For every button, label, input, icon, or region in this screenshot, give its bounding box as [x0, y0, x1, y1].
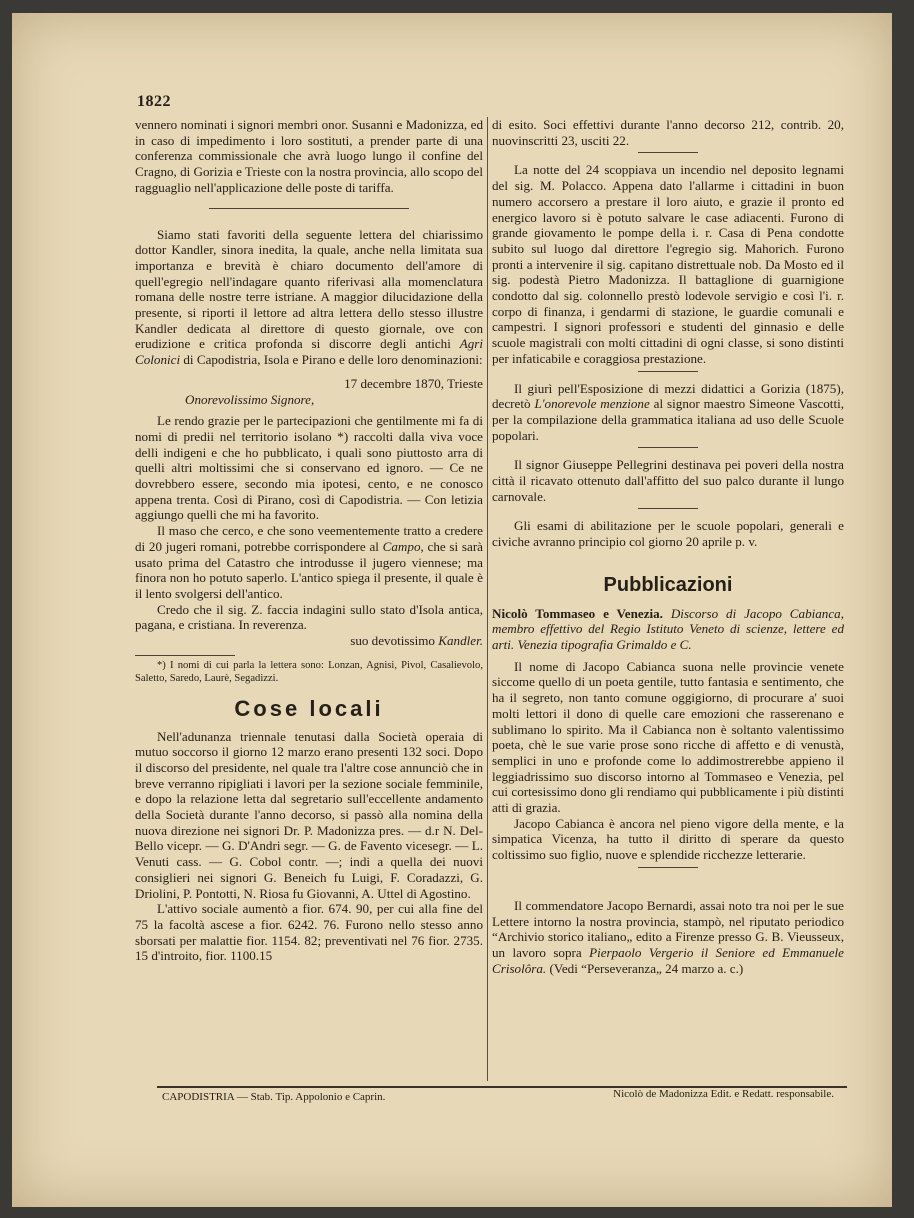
letter-paragraph-3: Credo che il sig. Z. faccia indagini sullo stato d'Isola antica, pagana, e cristiana. In reverenza. [135, 601, 483, 633]
paragraph-kandler-intro: Siamo stati favoriti della seguente lettera del chiarissimo dottor Kandler, sinora inedita, la quale, anche nella limitata sua importanza e brevità è chiaro documento dell'amore di quell'egregio nell'indagare quanto riferivasi alla momenclatura romana delle nostre terre istriane. A maggior dilucidazione della presente, si riporti il lettore ad altra lettera dello stesso illustre Kandler dedicata al direttore di questo giornale, ove con erudizione e critica profonda si discorre degli antichi Agri Colonici di Capodistria, Isola e Pirano e delle loro denominazioni: [135, 226, 483, 368]
letter-paragraph-2: Il maso che cerco, e che sono veementemente tratto a credere di 20 jugeri romani, potrebbe corrispondere al Campo, che si sarà usato prima del Catastro che introdusse il jugero viennese; ma finora non ho potuto saperlo. L'antico spiega il presente, il quale è il lento svolgersi dell'antico. [135, 523, 483, 601]
letter-dateline: 17 decembre 1870, Trieste [344, 375, 483, 391]
paragraph-giuri: Il giurì pell'Esposizione di mezzi didattici a Gorizia (1875), decretò L'onorevole menzione al signor maestro Simeone Vascotti, per la compilazione della grammatica italiana ad uso delle Scuole popolari. [492, 380, 844, 443]
paragraph-cabianca-1: Il nome di Jacopo Cabianca suona nelle provincie venete siccome quello di un poeta gentile, tutto fantasia e sentimento, che ha il segreto, non tanto comune oggigiorno, di procurare a' suoi molti lettori il dono di quelle care emozioni che rasserenano e sublimano lo spirito. Ma il Cabianca non è soltanto valentissimo poeta, chè le sue varie prose sono ricche di affetto e di venustà, semplici in uno e profonde come lo addimostrerebbe appieno il leggiadrissimo suo discorso intorno al Tommaseo e Venezia, pel cui cortesissimo dono gli rendiamo qui pubblicamente i più distinti atti di grazia. [492, 658, 844, 816]
page-number: 1822 [137, 93, 171, 110]
paragraph-attivo: L'attivo sociale aumentò a fior. 674. 90, per cui alla fine del 75 la facoltà ascese a fior. 6242. 76. Furono nello stesso anno sborsati per malattie fior. 1154. 82; preventivati nel 76 fior. 2735. 15 d'introito, fior. 1100.15 [135, 901, 483, 964]
right-column [492, 117, 844, 976]
divider [209, 208, 409, 209]
divider [638, 508, 698, 509]
column-divider [487, 117, 488, 1081]
divider [638, 447, 698, 448]
paragraph-incendio: La notte del 24 scoppiava un incendio nel deposito legnami del sig. M. Polacco. Appena dato l'allarme i cittadini in buon numero accorsero a prestare il loro aiuto, e grazie il pronto ed energico lavoro si è potuto salvare le case adiacenti. Furono di grande giovamento le pompe della i. r. Casa di Pena condotte subito sul luogo dal direttore l'egregio sig. Mahorich. Furono pronti a intervenire il sig. capitano distrettuale nob. Da Mosto ed il sig. podestà Pietro Madonizza. Il battaglione di guarnigione condotto dal sig. colonnello prestò lodevole servigio e così l'i. r. corpo di finanza, i gendarmi di stazione, le guardie comunali e campestri. I signori professori e studenti del ginnasio e delle scuole magistrali con molti cittadini di ogni classe, si sono distinti per infaticabile e coraggiosa prestazione. [492, 162, 844, 366]
footnote-rule [135, 655, 235, 656]
section-heading-pubblicazioni: Pubblicazioni [603, 573, 733, 596]
newspaper-page [12, 13, 892, 1207]
left-column [135, 117, 483, 964]
divider [638, 867, 698, 868]
footnote: *) I nomi di cui parla la lettera sono: Lonzan, Agnisi, Pivol, Casalievolo, Saletto, Saredo, Laurè, Segadizzi. [135, 659, 483, 684]
paragraph-adunanza: Nell'adunanza triennale tenutasi dalla Società operaia di mutuo soccorso il giorno 12 marzo erano presenti 132 soci. Dopo il discorso del presidente, nel quale tra l'altre cose annunciò che in breve verranno ripigliati i lavori per la sezione sociale femminile, e dopo la relazione letta dal segretario sull'eccellente andamento della Società durante l'anno decorso, si passò alla nomina della nuova direzione nei signori Dr. P. Madonizza pres. — d.r N. Del-Bello vicepr. — G. D'Andri segr. — G. de Favento vicesegr. — L. Venuti cass. — G. Cobol contr. —; indi a quella dei nuovi consiglieri nei signori G. Beneich fu Luigi, F. Coradazzi, G. Driolini, P. Pontotti, N. Riosa fu Giovanni, A. Uttel di Agostino. [135, 728, 483, 901]
paragraph-esami: Gli esami di abilitazione per le scuole popolari, generali e civiche avranno principio col giorno 20 aprile p. v. [492, 518, 844, 550]
footer-editor: Nicolò de Madonizza Edit. e Redatt. responsabile. [613, 1088, 834, 1100]
divider [638, 371, 698, 372]
paragraph-continuation: di esito. Soci effettivi durante l'anno decorso 212, contrib. 20, nuovinscritti 23, usciti 22. [492, 117, 844, 148]
letter-salutation: Onorevolissimo Signore, [185, 391, 315, 407]
paragraph-intro: vennero nominati i signori membri onor. Susanni e Madonizza, ed in caso di impedimento i loro sostituti, a prender parte di una conferenza commissionale che avrà luogo lungo il confine del Cragno, di Gorizia e Trieste con la nostra provincia, allo scopo del ragguaglio nell'applicazione delle poste di tariffa. [135, 117, 483, 195]
paragraph-pellegrini: Il signor Giuseppe Pellegrini destinava pei poveri della nostra città il ricavato ottenuto dall'affitto del suo palco durante il lungo carnovale. [492, 457, 844, 504]
letter-paragraph-1: Le rendo grazie per le partecipazioni che gentilmente mi fa di nomi di predii nel territorio isolano *) raccolti dalla viva voce delli indigeni e che ho pubblicato, i quali sono piuttosto arra di quelli altri moltissimi che si conservano ed ignoro. — Ce ne dovrebbero essere, secondo mia ipotesi, cento, e ne conosco appena trenta. Così di Pirano, così di Capodistria. — Con letizia aggiungo quelli che mi ha favorito. [135, 413, 483, 523]
publication-title: Nicolò Tommaseo e Venezia. Discorso di Jacopo Cabianca, membro effettivo del Regio Istituto Veneto di scienze, lettere ed arti. Venezia tipografia Grimaldo e C. [492, 605, 844, 652]
section-heading-cose-locali: Cose locali [234, 695, 384, 721]
divider [638, 152, 698, 153]
footer-printer: CAPODISTRIA — Stab. Tip. Appolonio e Caprin. [162, 1091, 386, 1103]
paragraph-cabianca-2: Jacopo Cabianca è ancora nel pieno vigore della mente, e la simpatica Vicenza, ha tutto il diritto di sperare da questo coltissimo suo figlio, nuove e splendide ricchezze letterarie. [492, 815, 844, 863]
paragraph-bernardi: Il commendatore Jacopo Bernardi, assai noto tra noi per le sue Lettere intorno la nostra provincia, stampò, nel riputato periodico “Archivio storico italiano„ edito a Firenze presso G. B. Vieusseux, un lavoro sopra Pierpaolo Vergerio il Seniore ed Emmanuele Crisolôra. (Vedi “Perseveranza„ 24 marzo a. c.) [492, 897, 844, 976]
letter-signature: suo devotissimo Kandler. [350, 633, 483, 649]
